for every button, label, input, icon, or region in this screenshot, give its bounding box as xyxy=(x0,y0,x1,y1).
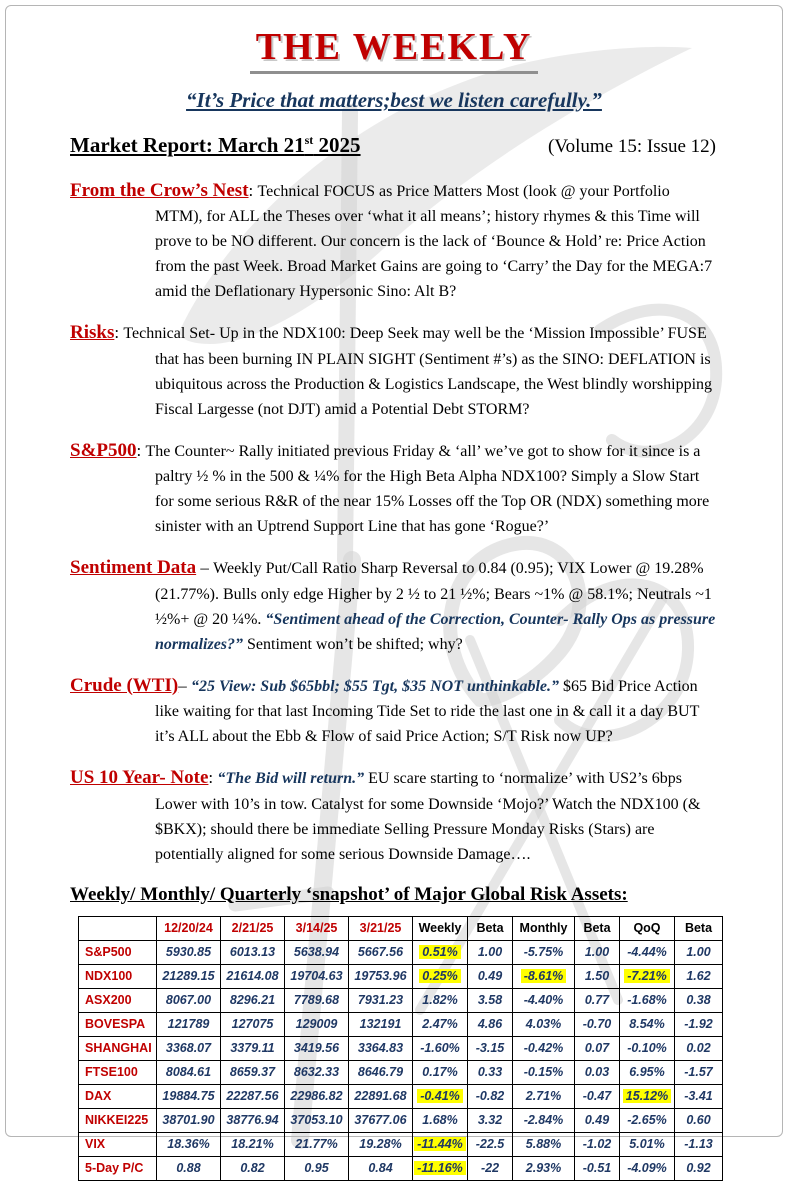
cell: 1.82% xyxy=(413,988,468,1012)
cell: 1.68% xyxy=(413,1108,468,1132)
column-header: Beta xyxy=(575,916,620,940)
row-label: VIX xyxy=(79,1132,157,1156)
section-text: $65 Bid Price Action like waiting for that last Incoming Tide Set to ride the last one in & call it a day BUT it’s ALL about the Ebb & Flow of said Price Action; S/T Risk now UP? xyxy=(155,677,700,746)
section-heading: Sentiment Data xyxy=(70,557,197,579)
cell: 15.12% xyxy=(620,1084,675,1108)
cell: 22287.56 xyxy=(221,1084,285,1108)
cell: -1.92 xyxy=(675,1012,723,1036)
row-label: FTSE100 xyxy=(79,1060,157,1084)
table-heading: Weekly/ Monthly/ Quarterly ‘snapshot’ of Major Global Risk Assets: xyxy=(70,883,628,905)
cell: 8296.21 xyxy=(221,988,285,1012)
section-crude-wti xyxy=(70,671,718,751)
section-separator: : xyxy=(114,323,124,343)
cell: -4.40% xyxy=(513,988,575,1012)
cell: 4.86 xyxy=(468,1012,513,1036)
cell: -4.09% xyxy=(620,1156,675,1180)
section-text: EU scare starting to ‘normalize’ with US2’s 6bps Lower with 10’s in tow. Catalyst for some Downside ‘Mojo?’ Watch the NDX100 (& $BKX); should there be immediate Selling Pressure Monday Risks (Stars) are potentially aligned for some serious Downside Damage…. xyxy=(155,770,701,863)
corner-cell xyxy=(79,916,157,940)
section-quote: “25 View: Sub $65bbl; $55 Tgt, $35 NOT unthinkable.” xyxy=(190,677,559,695)
section-text: The Counter~ Rally initiated previous Friday & ‘all’ we’ve got to show for it since is a paltry ½ % in the 500 & ¼% for the High Beta Alpha NDX100? Simply a Slow Start for some serious R&R of the near 15% Losses off the Top OR (NDX) something more sinister with an Uptrend Support Line that has gone ‘Rogue?’ xyxy=(145,442,710,536)
column-header: 12/20/24 xyxy=(157,916,221,940)
cell: -1.57 xyxy=(675,1060,723,1084)
column-header: 2/21/25 xyxy=(221,916,285,940)
row-label: NIKKEI225 xyxy=(79,1108,157,1132)
column-header: Weekly xyxy=(413,916,468,940)
cell: 8659.37 xyxy=(221,1060,285,1084)
cell: 37053.10 xyxy=(285,1108,349,1132)
cell: 22891.68 xyxy=(349,1084,413,1108)
cell: 6013.13 xyxy=(221,940,285,964)
cell: 8646.79 xyxy=(349,1060,413,1084)
cell: -0.42% xyxy=(513,1036,575,1060)
cell: -22 xyxy=(468,1156,513,1180)
cell: 19.28% xyxy=(349,1132,413,1156)
cell: -0.82 xyxy=(468,1084,513,1108)
cell: 5638.94 xyxy=(285,940,349,964)
cell: -0.41% xyxy=(413,1084,468,1108)
cell: 1.00 xyxy=(675,940,723,964)
cell: 3368.07 xyxy=(157,1036,221,1060)
cell: 0.02 xyxy=(675,1036,723,1060)
cell: 1.50 xyxy=(575,964,620,988)
cell: 18.21% xyxy=(221,1132,285,1156)
cell: 4.03% xyxy=(513,1012,575,1036)
cell: 0.07 xyxy=(575,1036,620,1060)
cell: 0.25% xyxy=(413,964,468,988)
section-sentiment-data xyxy=(70,553,718,657)
cell: 19753.96 xyxy=(349,964,413,988)
cell: 3379.11 xyxy=(221,1036,285,1060)
section-separator: : xyxy=(248,180,258,200)
cell: 0.88 xyxy=(157,1156,221,1180)
cell: 1.00 xyxy=(468,940,513,964)
cell: 37677.06 xyxy=(349,1108,413,1132)
cell: 7931.23 xyxy=(349,988,413,1012)
column-header: Monthly xyxy=(513,916,575,940)
report-title-year: 2025 xyxy=(313,132,361,157)
report-title xyxy=(70,133,361,158)
cell: 0.38 xyxy=(675,988,723,1012)
section-text: Technical Set- Up in the NDX100: Deep Seek may well be the ‘Mission Impossible’ FUSE that has been burning IN PLAIN SIGHT (Sentiment #’s) as the SINO: DEFLATION is ubiquitous across the Production & Logistics Landscape, the West blindly worshipping Fiscal Largesse (not DJT) amid a Potential Debt STORM? xyxy=(123,325,713,418)
report-title-ordinal: st xyxy=(304,132,314,147)
cell: 0.95 xyxy=(285,1156,349,1180)
section-separator: – xyxy=(196,558,214,578)
cell: -5.75% xyxy=(513,940,575,964)
cell: -11.16% xyxy=(413,1156,468,1180)
section-separator: : xyxy=(136,440,146,460)
cell: -0.15% xyxy=(513,1060,575,1084)
cell: 1.00 xyxy=(575,940,620,964)
cell: 0.03 xyxy=(575,1060,620,1084)
row-label: SHANGHAI xyxy=(79,1036,157,1060)
cell: 8067.00 xyxy=(157,988,221,1012)
volume-issue: (Volume 15: Issue 12) xyxy=(548,135,716,157)
cell: 0.82 xyxy=(221,1156,285,1180)
cell: 8.54% xyxy=(620,1012,675,1036)
section-text: Technical FOCUS as Price Matters Most (look @ your Portfolio MTM), for ALL the Theses over ‘what it all means’; history rhymes & this Time will prove to be NO different. Our concern is the lack of ‘Bounce & Hold’ re: Price Action from the past Week. Broad Market Gains are going to ‘Carry’ the Day for the MEGA:7 amid the Deflationary Hypersonic Sino: Alt B? xyxy=(155,182,713,301)
section-us-10-year-note xyxy=(70,763,718,867)
cell: 7789.68 xyxy=(285,988,349,1012)
cell: 2.93% xyxy=(513,1156,575,1180)
cell: 0.49 xyxy=(468,964,513,988)
section-text: Sentiment won’t be shifted; why? xyxy=(243,635,463,653)
column-header: Beta xyxy=(468,916,513,940)
cell: -1.60% xyxy=(413,1036,468,1060)
section-quote: “Sentiment ahead of the Correction, Counter- Rally Ops as pressure normalizes?” xyxy=(155,610,716,653)
cell: 132191 xyxy=(349,1012,413,1036)
section-quote: “The Bid will return.” xyxy=(217,770,365,788)
section-heading: From the Crow’s Nest xyxy=(70,179,249,201)
section-heading: US 10 Year- Note xyxy=(70,767,209,789)
cell: 121789 xyxy=(157,1012,221,1036)
section-heading: Risks xyxy=(70,322,115,344)
cell: 19884.75 xyxy=(157,1084,221,1108)
section-crows-nest xyxy=(70,176,718,305)
cell: 0.51% xyxy=(413,940,468,964)
cell: -0.47 xyxy=(575,1084,620,1108)
cell: -0.70 xyxy=(575,1012,620,1036)
section-heading: Crude (WTI) xyxy=(70,674,179,696)
cell: 18.36% xyxy=(157,1132,221,1156)
column-header: Beta xyxy=(675,916,723,940)
section-text: Weekly Put/Call Ratio Sharp Reversal to 0.84 (0.95); VIX Lower @ 19.28% (21.77%). Bulls only edge Higher by 2 ½ to 21 ½%; Bears ~1% @ 58.1%; Neutrals ~1 ½%+ @ 20 ¼%. xyxy=(155,560,712,628)
cell: 3.58 xyxy=(468,988,513,1012)
row-label: NDX100 xyxy=(79,964,157,988)
cell: 0.49 xyxy=(575,1108,620,1132)
row-label: 5-Day P/C xyxy=(79,1156,157,1180)
cell: -3.15 xyxy=(468,1036,513,1060)
cell: 1.62 xyxy=(675,964,723,988)
cell: 5.01% xyxy=(620,1132,675,1156)
cell: 2.47% xyxy=(413,1012,468,1036)
cell: 0.17% xyxy=(413,1060,468,1084)
section-sp500 xyxy=(70,436,718,540)
cell: 19704.63 xyxy=(285,964,349,988)
cell: 5.88% xyxy=(513,1132,575,1156)
cell: 5930.85 xyxy=(157,940,221,964)
report-title-text: Market Report: March 21 xyxy=(70,132,305,157)
cell: 0.84 xyxy=(349,1156,413,1180)
cell: 21614.08 xyxy=(221,964,285,988)
cell: 21289.15 xyxy=(157,964,221,988)
cell: -1.13 xyxy=(675,1132,723,1156)
row-label: DAX xyxy=(79,1084,157,1108)
column-header: 3/21/25 xyxy=(349,916,413,940)
cell: 0.92 xyxy=(675,1156,723,1180)
cell: -2.65% xyxy=(620,1108,675,1132)
cell: 8084.61 xyxy=(157,1060,221,1084)
row-label: S&P500 xyxy=(79,940,157,964)
cell: 21.77% xyxy=(285,1132,349,1156)
column-header: QoQ xyxy=(620,916,675,940)
cell: 38776.94 xyxy=(221,1108,285,1132)
cell: 129009 xyxy=(285,1012,349,1036)
cell: 0.77 xyxy=(575,988,620,1012)
cell: 3419.56 xyxy=(285,1036,349,1060)
section-heading: S&P500 xyxy=(70,439,137,461)
page-title: THE WEEKLY xyxy=(250,26,539,74)
cell: 0.60 xyxy=(675,1108,723,1132)
row-label: ASX200 xyxy=(79,988,157,1012)
cell: -0.10% xyxy=(620,1036,675,1060)
section-separator: : xyxy=(208,768,218,788)
report-header-row xyxy=(70,133,718,158)
cell: 127075 xyxy=(221,1012,285,1036)
cell: -2.84% xyxy=(513,1108,575,1132)
cell: 8632.33 xyxy=(285,1060,349,1084)
cell: 3.32 xyxy=(468,1108,513,1132)
cell: -1.68% xyxy=(620,988,675,1012)
column-header: 3/14/25 xyxy=(285,916,349,940)
cell: 3364.83 xyxy=(349,1036,413,1060)
risk-assets-table xyxy=(78,916,723,1181)
cell: 2.71% xyxy=(513,1084,575,1108)
cell: -11.44% xyxy=(413,1132,468,1156)
cell: -4.44% xyxy=(620,940,675,964)
cell: 38701.90 xyxy=(157,1108,221,1132)
cell: 22986.82 xyxy=(285,1084,349,1108)
cell: -0.51 xyxy=(575,1156,620,1180)
cell: -22.5 xyxy=(468,1132,513,1156)
section-risks xyxy=(70,318,718,422)
section-separator: – xyxy=(178,675,191,695)
cell: -8.61% xyxy=(513,964,575,988)
cell: 6.95% xyxy=(620,1060,675,1084)
tagline: “It’s Price that matters;best we listen carefully.” xyxy=(186,87,602,112)
cell: 0.33 xyxy=(468,1060,513,1084)
row-label: BOVESPA xyxy=(79,1012,157,1036)
cell: -3.41 xyxy=(675,1084,723,1108)
cell: -1.02 xyxy=(575,1132,620,1156)
cell: -7.21% xyxy=(620,964,675,988)
cell: 5667.56 xyxy=(349,940,413,964)
